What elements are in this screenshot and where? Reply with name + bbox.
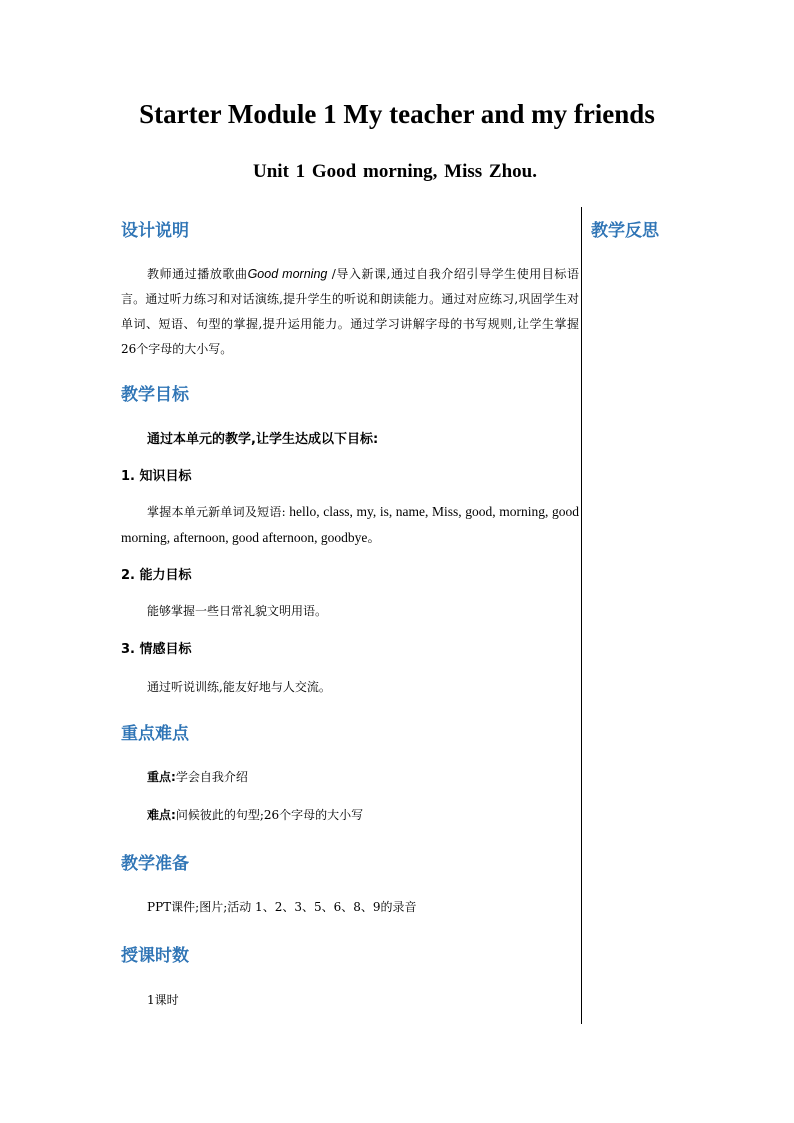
knowledge-goal-label: 知识目标 bbox=[139, 469, 192, 484]
reflection-heading: 教学反思 bbox=[591, 221, 659, 241]
knowledge-goal-text-cn: 掌握本单元新单词及短语: bbox=[147, 505, 286, 519]
knowledge-goal-num: 1. bbox=[121, 469, 135, 484]
key-point-text: 学会自我介绍 bbox=[175, 770, 248, 784]
knowledge-goal-words: hello, class, my, is, name, Miss, good, morning, good morning, afternoon, good afternoon, goodbye。 bbox=[121, 504, 579, 545]
emotion-goal-num: 3. bbox=[121, 642, 135, 657]
ability-goal-num: 2. bbox=[121, 568, 135, 583]
key-point-label: 重点: bbox=[147, 770, 176, 784]
preparation-text: PPT课件;图片;活动 1、2、3、5、6、8、9的录音 bbox=[147, 900, 417, 914]
knowledge-goal-text bbox=[121, 499, 579, 551]
ability-goal-text: 能够掌握一些日常礼貌文明用语。 bbox=[147, 604, 328, 618]
key-point-line bbox=[147, 768, 605, 785]
unit-subtitle: Unit 1 Good morning, Miss Zhou. bbox=[253, 161, 537, 182]
key-points-heading: 重点难点 bbox=[121, 724, 189, 744]
difficult-point-line bbox=[147, 806, 605, 823]
design-paragraph: 教师通过播放歌曲Good morning /导入新课,通过自我介绍引导学生使用目标语言。通过听力练习和对话演练,提升学生的听说和朗读能力。通过对应练习,巩固学生对单词、短语、句型的掌握,提升运用能力。通过学习讲解字母的书写规则,让学生掌握 26个字母的大小写。 bbox=[121, 267, 579, 356]
preparation-heading: 教学准备 bbox=[121, 854, 189, 874]
emotion-goal-title bbox=[121, 638, 579, 657]
goals-intro: 通过本单元的教学,让学生达成以下目标: bbox=[147, 432, 379, 447]
hours-heading: 授课时数 bbox=[121, 946, 189, 966]
goals-heading: 教学目标 bbox=[121, 385, 189, 405]
ability-goal-title bbox=[121, 564, 579, 583]
design-text-after: 导入新课,通过自我介绍引导学生使用目标语言。通过听力练习和对话演练,提升学生的听说和朗读能力。通过对应练习,巩固学生对单词、短语、句型的掌握,提升运用能力。通过学习讲解字母的书写规则,让学生掌握 26个字母的大小写。 bbox=[121, 267, 579, 356]
design-text-before: 教师通过播放歌曲 bbox=[147, 267, 248, 281]
design-heading: 设计说明 bbox=[121, 221, 189, 241]
ability-goal-label: 能力目标 bbox=[139, 568, 192, 583]
difficult-point-text: 问候彼此的句型;26个字母的大小写 bbox=[175, 808, 364, 822]
emotion-goal-text: 通过听说训练,能友好地与人交流。 bbox=[147, 680, 331, 694]
page-title: Starter Module 1 My teacher and my friends bbox=[139, 99, 655, 129]
hours-text: 1课时 bbox=[147, 993, 179, 1007]
knowledge-goal-title bbox=[121, 465, 579, 484]
emotion-goal-label: 情感目标 bbox=[139, 642, 192, 657]
difficult-point-label: 难点: bbox=[147, 808, 176, 822]
song-title: Good morning bbox=[247, 267, 328, 281]
